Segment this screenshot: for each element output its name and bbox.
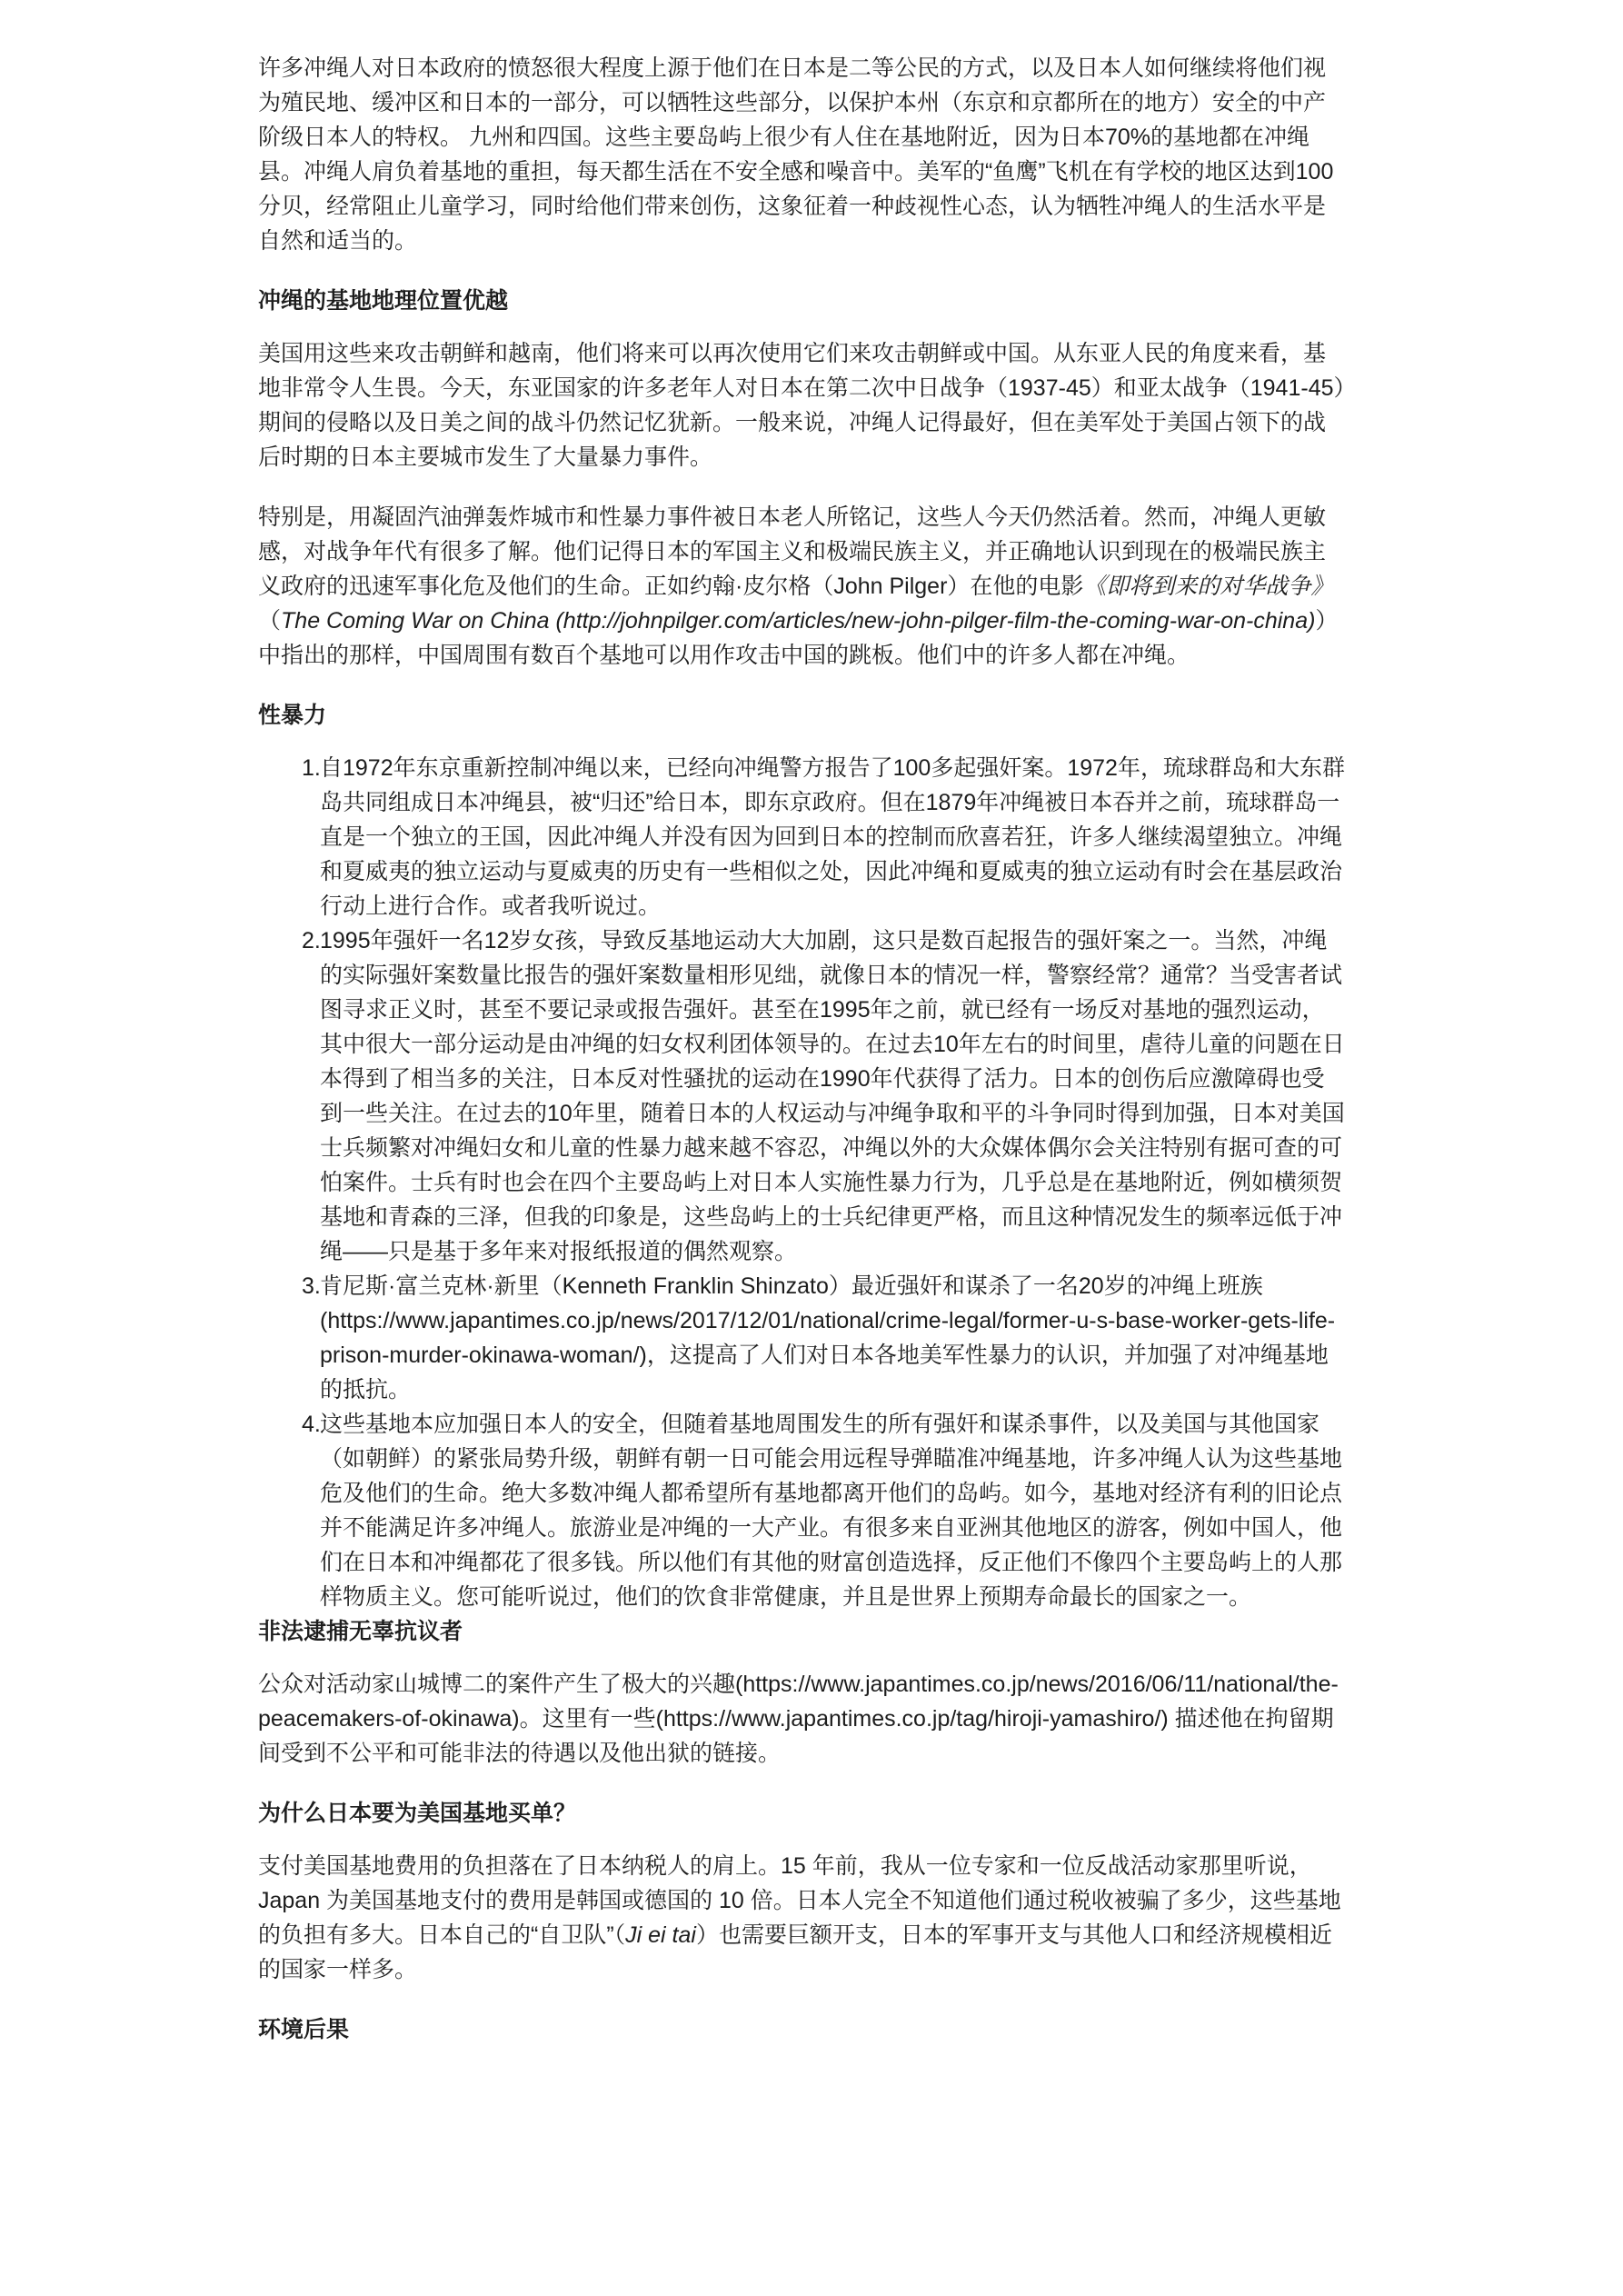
section-heading-environment: 环境后果 <box>258 2017 350 2042</box>
section-heading-arrests: 非法逮捕无辜抗议者 <box>258 1619 463 1644</box>
list-item-number: 2. <box>302 928 321 953</box>
film-title-english-link: The Coming War on China (http://johnpilger.com/articles/new-john-pilger-film-the-coming-war-on-china) <box>281 608 1316 634</box>
list-item-text: 1995年强奸一名12岁女孩，导致反基地运动大大加剧，这只是数百起报告的强奸案之一。当然，冲绳的实际强奸案数量比报告的强奸案数量相形见绌，就像日本的情况一样，警察经常？通常？当受害者试图寻求正义时，甚至不要记录或报告强奸。甚至在1995年之前，就已经有一场反对基地的强烈运动，其中很大一部分运动是由冲绳的妇女权利团体领导的。在过去10年左右的时间里，虐待儿童的问题在日本得到了相当多的关注，日本反对性骚扰的运动在1990年代获得了活力。日本的创伤后应激障碍也受到一些关注。在过去的10年里，随着日本的人权运动与冲绳争取和平的斗争同时得到加强，日本对美国士兵频繁对冲绳妇女和儿童的性暴力越来越不容忍，冲绳以外的大众媒体偶尔会关注特别有据可查的可怕案件。士兵有时也会在四个主要岛屿上对日本人实施性暴力行为，几乎总是在基地附近，例如横须贺基地和青森的三泽，但我的印象是，这些岛屿上的士兵纪律更严格，而且这种情况发生的频率远低于冲绳——只是基于多年来对报纸报道的偶然观察。 <box>320 928 1345 1264</box>
paragraph-text: ）中指出的那样，中国周围有数百个基地可以用作攻击中国的跳板。他们中的许多人都在冲绳。 <box>258 608 1339 668</box>
arrests-paragraph: 公众对活动家山城博二的案件产生了极大的兴趣(https://www.japantimes.co.jp/news/2016/06/11/national/the-peacemakers-of-okinawa)。这里有一些(https://www.japantimes.co.jp/tag/hiroji-yamashiro/) 描述他在拘留期间受到不公平和可能非法的待遇以及他出狱的链接。 <box>258 1672 1339 1766</box>
list-item-number: 3. <box>302 1273 321 1299</box>
document-body <box>258 51 1345 2065</box>
section-heading-costs: 为什么日本要为美国基地买单？ <box>258 1801 577 1826</box>
intro-paragraph: 许多冲绳人对日本政府的愤怒很大程度上源于他们在日本是二等公民的方式，以及日本人如何继续将他们视为殖民地、缓冲区和日本的一部分，可以牺牲这些部分，以保护本州（东京和京都所在的地方）安全的中产阶级日本人的特权。 九州和四国。这些主要岛屿上很少有人住在基地附近，因为日本70%的基地都在冲绳县。冲绳人肩负着基地的重担，每天都生活在不安全感和噪音中。美军的“鱼鹰”飞机在有学校的地区达到100分贝，经常阻止儿童学习，同时给他们带来创伤，这象征着一种歧视性心态，认为牺牲冲绳人的生活水平是自然和适当的。 <box>258 55 1334 254</box>
list-item-number: 4. <box>302 1412 321 1437</box>
paragraph-text: 支付美国基地费用的负担落在了日本纳税人的肩上。15 年前，我从一位专家和一位反战活动家那里听说，Japan 为美国基地支付的费用是韩国或德国的 10 倍。日本人完全不知道他们通过税收被骗了多少，这些基地的负担有多大。日本自己的“自卫队”（ <box>258 1853 1341 1948</box>
list-item-text: 肯尼斯·富兰克林·新里（Kenneth Franklin Shinzato）最近强奸和谋杀了一名20岁的冲绳上班族(https://www.japantimes.co.jp/news/2017/12/01/national/crime-legal/former-u-s-base-worker-gets-life-prison-murder-okinawa-woman/)，这提高了人们对日本各地美军性暴力的认识，并加强了对冲绳基地的抵抗。 <box>320 1273 1336 1403</box>
paragraph-text: （ <box>258 608 282 634</box>
numbered-list <box>258 751 1345 1614</box>
geography-paragraph-1: 美国用这些来攻击朝鲜和越南，他们将来可以再次使用它们来攻击朝鲜或中国。从东亚人民的角度来看，基地非常令人生畏。今天，东亚国家的许多老年人对日本在第二次中日战争（1937-45）和亚太战争（1941-45）期间的侵略以及日美之间的战斗仍然记忆犹新。一般来说，冲绳人记得最好，但在美军处于美国占领下的战后时期的日本主要城市发生了大量暴力事件。 <box>258 341 1345 470</box>
geography-paragraph-2 <box>258 500 1345 673</box>
paragraph-text: 特别是，用凝固汽油弹轰炸城市和性暴力事件被日本老人所铭记，这些人今天仍然活着。然而，冲绳人更敏感，对战争年代有很多了解。他们记得日本的军国主义和极端民族主义，并正确地认识到现在的极端民族主义政府的迅速军事化危及他们的生命。正如约翰·皮尔格（John Pilger）在他的电影 <box>258 504 1327 599</box>
section-heading-sexual-violence: 性暴力 <box>258 703 327 728</box>
romanized-term: Ji ei tai <box>625 1922 696 1948</box>
list-item <box>258 1407 1345 1614</box>
list-item-number: 1. <box>302 755 321 781</box>
film-title-chinese: 《即将到来的对华战争》 <box>1083 574 1334 599</box>
list-item-text: 自1972年东京重新控制冲绳以来，已经向冲绳警方报告了100多起强奸案。1972年，琉球群岛和大东群岛共同组成日本冲绳县，被“归还”给日本，即东京政府。但在1879年冲绳被日本吞并之前，琉球群岛一直是一个独立的王国，因此冲绳人并没有因为回到日本的控制而欣喜若狂，许多人继续渴望独立。冲绳和夏威夷的独立运动与夏威夷的历史有一些相似之处，因此冲绳和夏威夷的独立运动有时会在基层政治行动上进行合作。或者我听说过。 <box>320 755 1345 919</box>
list-item <box>258 923 1345 1269</box>
costs-paragraph <box>258 1849 1345 1987</box>
list-item-text: 这些基地本应加强日本人的安全，但随着基地周围发生的所有强奸和谋杀事件，以及美国与其他国家（如朝鲜）的紧张局势升级，朝鲜有朝一日可能会用远程导弹瞄准冲绳基地，许多冲绳人认为这些基地危及他们的生命。绝大多数冲绳人都希望所有基地都离开他们的岛屿。如今，基地对经济有利的旧论点并不能满足许多冲绳人。旅游业是冲绳的一大产业。有很多来自亚洲其他地区的游客，例如中国人，他们在日本和冲绳都花了很多钱。所以他们有其他的财富创造选择，反正他们不像四个主要岛屿上的人那样物质主义。您可能听说过，他们的饮食非常健康，并且是世界上预期寿命最长的国家之一。 <box>320 1412 1343 1610</box>
list-item <box>258 1269 1345 1407</box>
section-heading-geography: 冲绳的基地地理位置优越 <box>258 288 509 314</box>
list-item <box>258 751 1345 923</box>
paragraph-text: ）也需要巨额开支，日本的军事开支与其他人口和经济规模相近的国家一样多。 <box>258 1922 1332 1982</box>
